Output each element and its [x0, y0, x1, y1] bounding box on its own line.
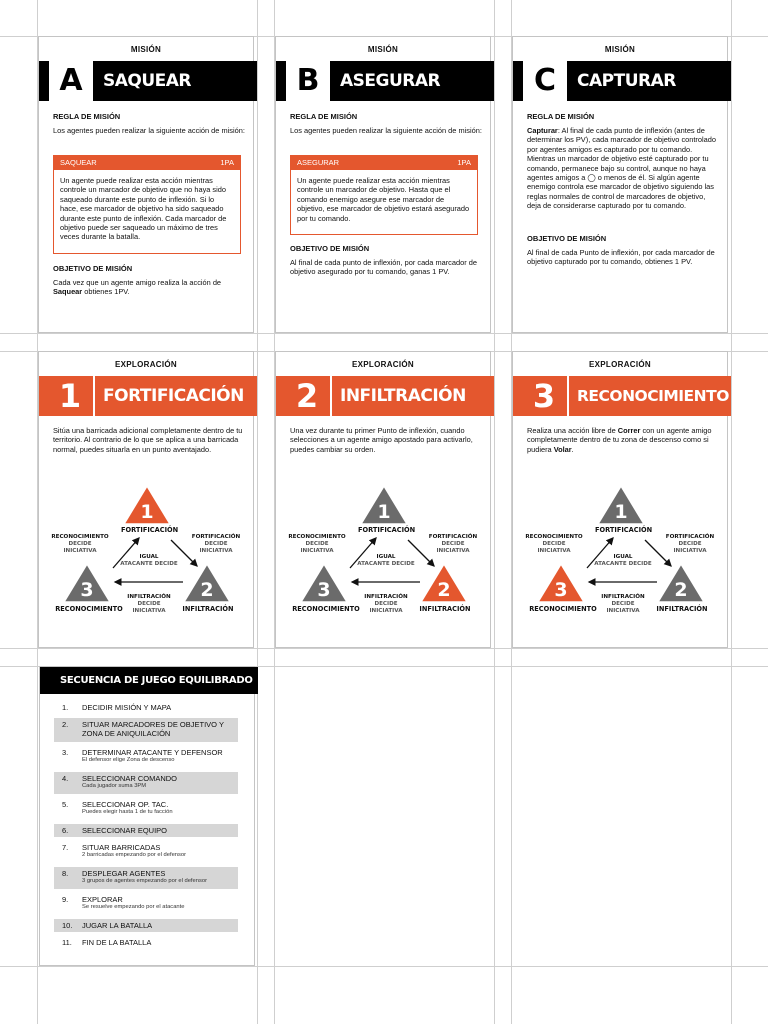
mission-card-b: [275, 36, 491, 333]
cut-guide: [0, 648, 768, 649]
objective-heading: OBJETIVO DE MISIÓN: [290, 244, 370, 253]
objective-text: Cada vez que un agente amigo realiza la acción de Saquear obtienes 1PV.: [53, 278, 222, 297]
step-label: SITUAR BARRICADAS: [82, 843, 161, 852]
title-divider: [330, 376, 332, 416]
sequence-step: [54, 919, 238, 932]
step-number: 3.: [62, 748, 69, 757]
sequence-card: [39, 666, 255, 966]
rule-heading: REGLA DE MISIÓN: [527, 112, 595, 121]
node-label-reconocimiento: RECONOCIMIENTO: [292, 605, 360, 613]
edge-label-bottom: INFILTRACIÓN DECIDE INICIATIVA: [601, 594, 645, 614]
node-number: 3: [554, 579, 568, 601]
card-title-bar: [39, 376, 257, 416]
node-number: 3: [80, 579, 94, 601]
node-number: 1: [140, 501, 154, 523]
action-text: Un agente puede realizar esta acción mientras controle un marcador de objetivo. Hasta que el comando enemigo asegure ese marcador de objetivo, ese marcador de objetivo estará asegurado por tu comando.: [297, 176, 470, 223]
action-name: ASEGURAR: [297, 158, 340, 167]
mission-letter: B: [286, 61, 330, 101]
mission-title: CAPTURAR: [577, 71, 676, 91]
exploration-title: INFILTRACIÓN: [340, 386, 466, 406]
action-cost: 1PA: [220, 158, 234, 167]
node-label-reconocimiento: RECONOCIMIENTO: [55, 605, 123, 613]
sequence-step: [54, 718, 238, 742]
edge-label-right: FORTIFICACIÓN DECIDE INICIATIVA: [428, 534, 478, 554]
cut-guide: [731, 0, 732, 1024]
sequence-step: [54, 893, 238, 915]
objective-text: Al final de cada Punto de inflexión, por cada marcador de objetivo capturado por tu comando, obtienes 1 PV.: [527, 248, 715, 267]
exploration-number: 3: [532, 377, 556, 415]
step-label: SELECCIONAR OP. TAC.: [82, 800, 169, 809]
rule-intro: Los agentes pueden realizar la siguiente acción de misión:: [53, 126, 245, 135]
node-label-infiltracion: INFILTRACIÓN: [182, 605, 234, 613]
step-number: 7.: [62, 843, 69, 852]
card-category: MISIÓN: [367, 45, 399, 54]
node-label-infiltracion: INFILTRACIÓN: [419, 605, 471, 613]
node-label-fortificacion: FORTIFICACIÓN: [358, 526, 416, 534]
node-number: 3: [317, 579, 331, 601]
action-cost: 1PA: [457, 158, 471, 167]
mission-letter: C: [523, 61, 567, 101]
card-category: EXPLORACIÓN: [115, 360, 177, 369]
edge-label-right: FORTIFICACIÓN DECIDE INICIATIVA: [665, 534, 715, 554]
step-number: 11.: [62, 938, 72, 947]
step-label: FIN DE LA BATALLA: [82, 938, 152, 947]
card-title-bar: [39, 61, 257, 101]
sequence-title: SECUENCIA DE JUEGO EQUILIBRADO: [40, 667, 258, 694]
cut-guide: [0, 966, 768, 967]
edge-label-left: RECONOCIMIENTO DECIDE INICIATIVA: [525, 534, 583, 554]
node-label-reconocimiento: RECONOCIMIENTO: [529, 605, 597, 613]
action-header: [291, 156, 477, 170]
step-number: 1.: [62, 703, 69, 712]
exploration-text: Realiza una acción libre de Correr con un agente amigo completamente dentro de tu zona de descenso como si pudiera Volar.: [527, 426, 712, 454]
step-label: DESPLEGAR AGENTES: [82, 869, 166, 878]
card-category: MISIÓN: [130, 45, 162, 54]
edge-label-center: IGUAL ATACANTE DECIDE: [594, 554, 652, 567]
edge-label-bottom: INFILTRACIÓN DECIDE INICIATIVA: [364, 594, 408, 614]
cut-guide: [257, 0, 258, 1024]
node-number: 1: [614, 501, 628, 523]
step-number: 8.: [62, 869, 69, 878]
edge-label-center: IGUAL ATACANTE DECIDE: [357, 554, 415, 567]
cut-guide: [0, 333, 768, 334]
step-label: SELECCIONAR EQUIPO: [82, 826, 168, 835]
sequence-step: [54, 798, 238, 820]
objective-heading: OBJETIVO DE MISIÓN: [53, 264, 133, 273]
sequence-step: [54, 936, 238, 949]
initiative-diagram: [51, 482, 247, 622]
card-title-bar: [513, 376, 731, 416]
exploration-title: RECONOCIMIENTO: [577, 387, 729, 405]
exploration-card-3: [512, 351, 728, 648]
rule-heading: REGLA DE MISIÓN: [53, 112, 121, 121]
card-category: MISIÓN: [604, 45, 636, 54]
step-number: 9.: [62, 895, 69, 904]
step-label: DETERMINAR ATACANTE Y DEFENSOR: [82, 748, 223, 757]
step-subtext: Cada jugador suma 3PM: [82, 783, 147, 789]
step-label: EXPLORAR: [82, 895, 123, 904]
node-number: 1: [377, 501, 391, 523]
rule-text: Capturar: Al final de cada punto de inflexión (antes de determinar los PV), cada marcador de objetivo controlado por agentes amigos es capturado por tu comando. Mientras un marcador de objetivo esté capturado por tu comando, permanece bajo su control, aunque no haya agentes amigos a ◯ o menos de él. Si algún agente enemigo controla ese marcador de objetivo siguiendo las reglas normales de control de marcadores de objetivo, deja de considerarse capturado por tu comando.: [527, 126, 716, 211]
exploration-text: Una vez durante tu primer Punto de inflexión, cuando selecciones a un agente amigo apostado para activarlo, puedes cambiar su orden.: [290, 426, 473, 454]
action-name: SAQUEAR: [60, 158, 97, 167]
step-number: 4.: [62, 774, 69, 783]
sequence-step: [54, 867, 238, 889]
edge-label-bottom: INFILTRACIÓN DECIDE INICIATIVA: [127, 594, 171, 614]
step-label: JUGAR LA BATALLA: [82, 921, 153, 930]
action-box: [290, 155, 478, 235]
sequence-step: [54, 772, 238, 794]
mission-title: ASEGURAR: [340, 71, 441, 91]
card-title-bar: [276, 61, 494, 101]
step-number: 6.: [62, 826, 69, 835]
card-category: EXPLORACIÓN: [589, 360, 651, 369]
node-label-infiltracion: INFILTRACIÓN: [656, 605, 708, 613]
exploration-number: 1: [58, 377, 82, 415]
node-number: 2: [674, 579, 688, 601]
node-number: 2: [437, 579, 451, 601]
card-category: EXPLORACIÓN: [352, 360, 414, 369]
mission-title: SAQUEAR: [103, 71, 192, 91]
mission-card-c: [512, 36, 728, 333]
initiative-diagram: [525, 482, 721, 622]
exploration-text: Sitúa una barricada adicional completamente dentro de tu territorio. Al contrario de lo que se aplica a una barricada normal, puedes situarla en un punto aventajado.: [53, 426, 243, 454]
action-box: [53, 155, 241, 254]
cut-guide: [494, 0, 495, 1024]
step-number: 10.: [62, 921, 73, 930]
action-header: [54, 156, 240, 170]
step-subtext: 2 barricadas empezando por el defensor: [82, 852, 187, 858]
step-subtext: 3 grupos de agentes empezando por el defensor: [82, 878, 208, 884]
step-label: SELECCIONAR COMANDO: [82, 774, 178, 783]
card-title-bar: [276, 376, 494, 416]
edge-label-left: RECONOCIMIENTO DECIDE INICIATIVA: [288, 534, 346, 554]
step-label: DECIDIR MISIÓN Y MAPA: [82, 703, 172, 712]
step-label-cont: ZONA DE ANIQUILACIÓN: [82, 729, 171, 738]
step-subtext: El defensor elige Zona de descenso: [82, 757, 175, 763]
edge-label-right: FORTIFICACIÓN DECIDE INICIATIVA: [191, 534, 241, 554]
sequence-step: [54, 746, 238, 768]
objective-text: Al final de cada punto de inflexión, por cada marcador de objetivo asegurado por tu comando, ganas 1 PV.: [290, 258, 477, 277]
exploration-title: FORTIFICACIÓN: [103, 386, 244, 406]
sequence-step: [54, 841, 238, 863]
exploration-card-2: [275, 351, 491, 648]
sequence-step: [54, 701, 238, 714]
sequence-step: [54, 824, 238, 837]
initiative-diagram: [288, 482, 484, 622]
edge-label-left: RECONOCIMIENTO DECIDE INICIATIVA: [51, 534, 109, 554]
exploration-card-1: [38, 351, 254, 648]
node-number: 2: [200, 579, 214, 601]
step-subtext: Puedes elegir hasta 1 de tu facción: [82, 809, 173, 815]
step-subtext: Se resuelve empezando por el atacante: [82, 904, 185, 910]
exploration-number: 2: [295, 377, 319, 415]
step-number: 2.: [62, 720, 69, 729]
title-divider: [93, 376, 95, 416]
title-divider: [567, 376, 569, 416]
rule-heading: REGLA DE MISIÓN: [290, 112, 358, 121]
rule-intro: Los agentes pueden realizar la siguiente acción de misión:: [290, 126, 482, 135]
step-number: 5.: [62, 800, 69, 809]
node-label-fortificacion: FORTIFICACIÓN: [595, 526, 653, 534]
mission-card-a: [38, 36, 254, 333]
card-title-bar: [513, 61, 731, 101]
objective-heading: OBJETIVO DE MISIÓN: [527, 234, 607, 243]
mission-letter: A: [49, 61, 93, 101]
node-label-fortificacion: FORTIFICACIÓN: [121, 526, 179, 534]
action-text: Un agente puede realizar esta acción mientras controle un marcador de objetivo que no haya sido saqueado durante este punto de inflexión. Si lo hace, ese marcador de objetivo ha sido saqueado durante este punto de inflexión. Cada marcador de objetivo puede ser saqueado un máximo de tres veces durante la batalla.: [60, 176, 227, 242]
edge-label-center: IGUAL ATACANTE DECIDE: [120, 554, 178, 567]
step-label: SITUAR MARCADORES DE OBJETIVO Y: [82, 720, 224, 729]
